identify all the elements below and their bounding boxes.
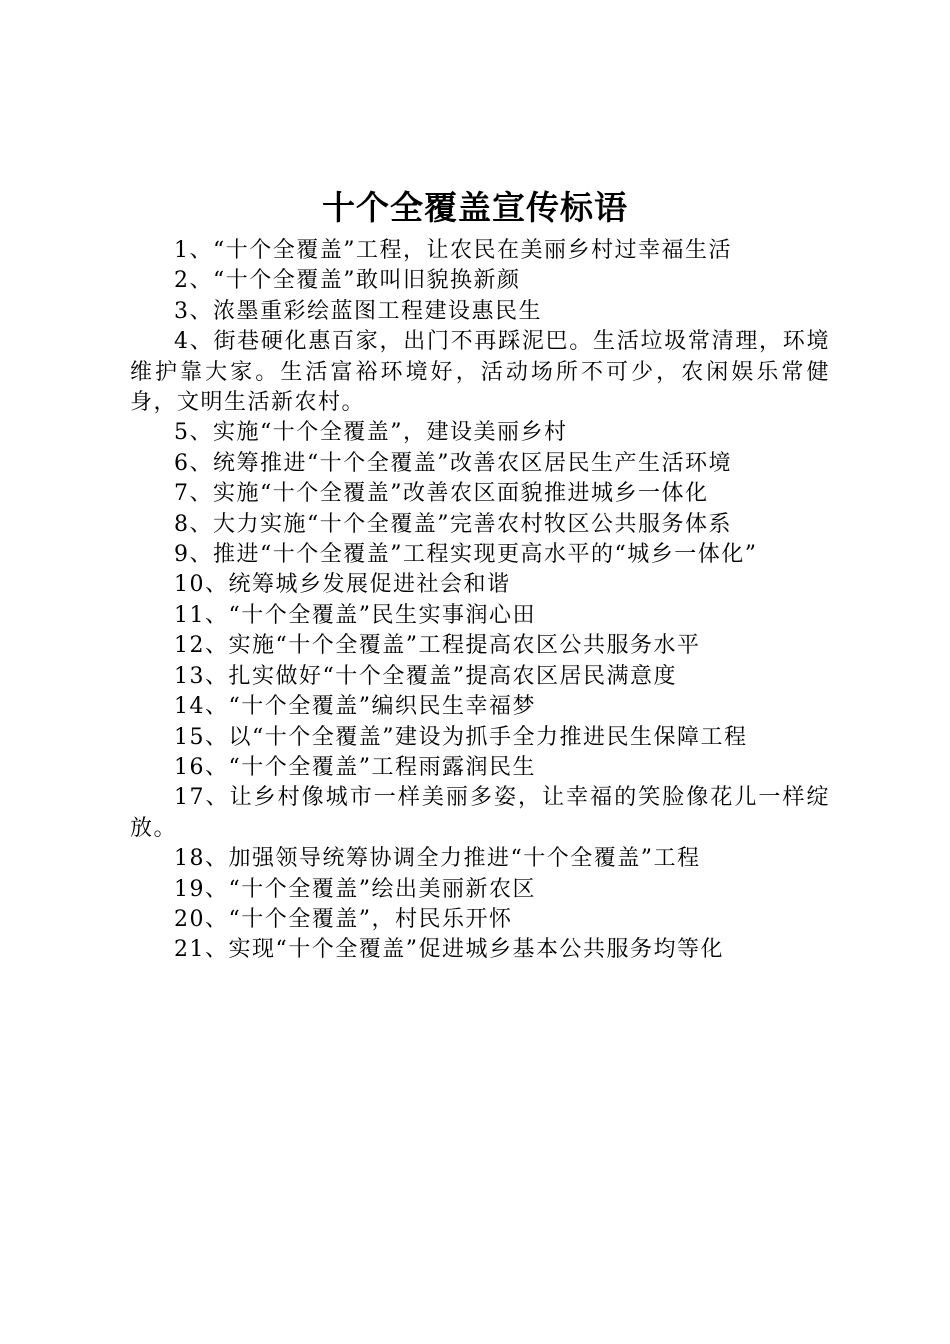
- slogan-item-20: 20、“十个全覆盖”，村民乐开怀: [174, 906, 513, 932]
- slogan-item-7: 7、实施“十个全覆盖”改善农区面貌推进城乡一体化: [174, 481, 709, 507]
- slogan-item-2: 2、“十个全覆盖”敢叫旧貌换新颜: [174, 268, 521, 294]
- slogan-item-8: 8、大力实施“十个全覆盖”完善农村牧区公共服务体系: [174, 511, 732, 537]
- slogan-item-3: 3、浓墨重彩绘蓝图工程建设惠民生: [174, 298, 542, 324]
- slogan-item-11: 11、“十个全覆盖”民生实事润心田: [174, 602, 536, 628]
- slogan-item-10: 10、统筹城乡发展促进社会和谐: [174, 572, 511, 598]
- slogan-list: [130, 236, 830, 966]
- slogan-item-21: 21、实现“十个全覆盖”促进城乡基本公共服务均等化: [174, 937, 724, 963]
- slogan-item-6: 6、统筹推进“十个全覆盖”改善农区居民生产生活环境: [174, 450, 732, 476]
- slogan-item-15: 15、以“十个全覆盖”建设为抓手全力推进民生保障工程: [174, 724, 748, 750]
- document-title: 十个全覆盖宣传标语: [322, 188, 628, 227]
- slogan-item-1: 1、“十个全覆盖”工程，让农民在美丽乡村过幸福生活: [174, 238, 732, 263]
- slogan-item-16: 16、“十个全覆盖”工程雨露润民生: [174, 754, 536, 780]
- slogan-item-17: 17、让乡村像城市一样美丽多姿，让幸福的笑脸像花儿一样绽放。: [130, 785, 830, 841]
- slogan-item-12: 12、实施“十个全覆盖”工程提高农区公共服务水平: [174, 633, 701, 659]
- slogan-item-14: 14、“十个全覆盖”编织民生幸福梦: [174, 694, 536, 720]
- slogan-item-9: 9、推进“十个全覆盖”工程实现更高水平的“城乡一体化”: [174, 542, 758, 568]
- slogan-item-4: 4、街巷硬化惠百家，出门不再踩泥巴。生活垃圾常清理，环境维护靠大家。生活富裕环境好，活动场所不可少，农闲娱乐常健身，文明生活新农村。: [130, 329, 830, 416]
- slogan-item-19: 19、“十个全覆盖”绘出美丽新农区: [174, 876, 536, 902]
- slogan-item-13: 13、扎实做好“十个全覆盖”提高农区居民满意度: [174, 663, 677, 689]
- slogan-item-18: 18、加强领导统筹协调全力推进“十个全覆盖”工程: [174, 846, 701, 872]
- slogan-item-5: 5、实施“十个全覆盖”，建设美丽乡村: [174, 420, 568, 446]
